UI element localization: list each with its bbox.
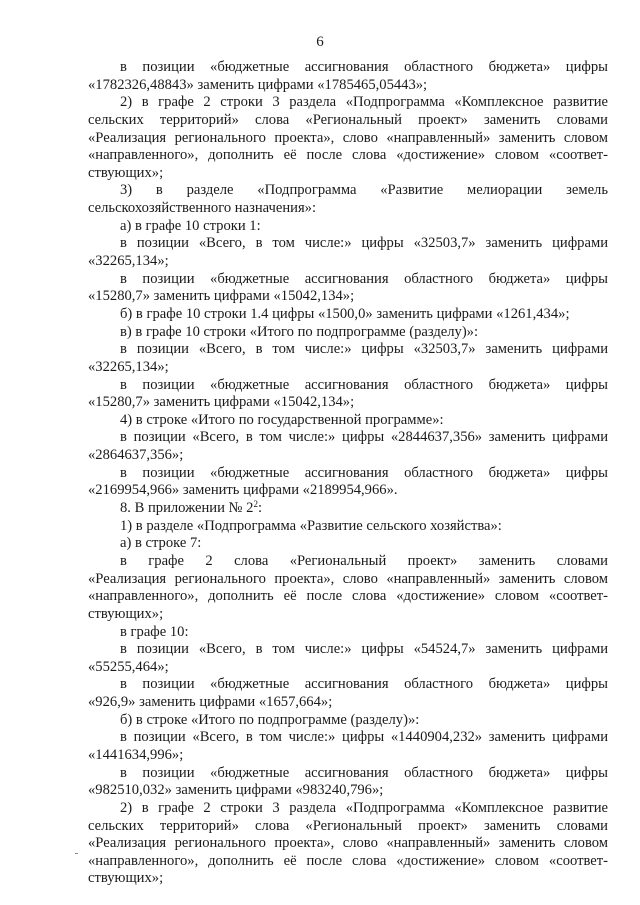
line-text: в позиции «бюджетные ассигнования областного бюджета» цифры <box>120 676 608 693</box>
line-text: сельских территорий» слова «Региональный проект» заменить словами <box>88 817 608 834</box>
document-line <box>88 676 608 694</box>
document-line <box>88 482 608 500</box>
document-line <box>88 218 608 236</box>
document-line <box>88 341 608 359</box>
document-line <box>88 835 608 853</box>
document-line <box>88 588 608 606</box>
line-text: «982510,032» заменить цифрами «983240,796»; <box>88 782 384 799</box>
line-text: 1) в разделе «Подпрограмма «Развитие сельского хозяйства»: <box>120 517 502 534</box>
document-line <box>88 253 608 271</box>
document-line <box>88 412 608 430</box>
document-line <box>88 306 608 324</box>
line-text: а) в строке 7: <box>120 535 202 552</box>
line-text: «направленного», дополнить её после слова «достижение» словом «соответ- <box>88 588 608 605</box>
document-line <box>88 694 608 712</box>
line-text: сельскохозяйственного назначения»: <box>88 200 317 217</box>
line-text: «Реализация регионального проекта», слово «направленный» заменить словом <box>88 129 608 146</box>
document-line <box>88 165 608 183</box>
line-text: 2) в графе 2 строки 3 раздела «Подпрограмма «Комплексное развитие <box>120 94 608 111</box>
line-text: в позиции «бюджетные ассигнования областного бюджета» цифры <box>120 59 608 75</box>
document-line <box>88 518 608 536</box>
line-text: «1441634,996»; <box>88 746 184 763</box>
document-line <box>88 447 608 465</box>
document-line <box>88 94 608 112</box>
line-text: в позиции «бюджетные ассигнования областного бюджета» цифры <box>120 464 608 481</box>
line-text: «55255,464»; <box>88 658 169 675</box>
line-text: в позиции «Всего, в том числе:» цифры «1440904,232» заменить цифрами <box>120 729 608 746</box>
document-line <box>88 394 608 412</box>
line-text: в графе 10: <box>120 623 189 640</box>
line-text: в позиции «бюджетные ассигнования областного бюджета» цифры <box>120 764 608 781</box>
line-text: в позиции «Всего, в том числе:» цифры «2844637,356» заменить цифрами <box>120 429 608 446</box>
line-text: ствующих»; <box>88 605 164 622</box>
document-line <box>88 271 608 289</box>
line-text: «2864637,356»; <box>88 447 184 464</box>
document-line <box>88 712 608 730</box>
line-text: б) в графе 10 строки 1.4 цифры «1500,0» заменить цифрами «1261,434»; <box>120 305 570 322</box>
line-text: в позиции «бюджетные ассигнования областного бюджета» цифры <box>120 376 608 393</box>
line-text: сельских территорий» слова «Региональный проект» заменить словами <box>88 111 608 128</box>
line-text: в позиции «Всего, в том числе:» цифры «32503,7» заменить цифрами <box>120 235 608 252</box>
line-text: в графе 2 слова «Региональный проект» заменить словами <box>120 552 608 569</box>
document-line <box>88 818 608 836</box>
document-line <box>88 571 608 589</box>
line-text: а) в графе 10 строки 1: <box>120 217 261 234</box>
document-line <box>88 606 608 624</box>
line-text: «15280,7» заменить цифрами «15042,134»; <box>88 394 355 411</box>
document-line <box>88 870 608 888</box>
line-text: «Реализация регионального проекта», слово «направленный» заменить словом <box>88 835 608 852</box>
line-text: «15280,7» заменить цифрами «15042,134»; <box>88 288 355 305</box>
document-line <box>88 288 608 306</box>
line-text: ствующих»; <box>88 870 164 887</box>
line-text: 4) в строке «Итого по государственной программе»: <box>120 411 444 428</box>
line-text: «направленного», дополнить её после слова «достижение» словом «соответ- <box>88 852 608 869</box>
line-text: «926,9» заменить цифрами «1657,664»; <box>88 694 333 711</box>
line-text: «1782326,48843» заменить цифрами «1785465,05443»; <box>88 76 428 93</box>
line-text: б) в строке «Итого по подпрограмме (разделу)»: <box>120 711 420 728</box>
line-text: 2) в графе 2 строки 3 раздела «Подпрограмма «Комплексное развитие <box>120 799 608 816</box>
line-text: «32265,134»; <box>88 253 169 270</box>
line-text: в позиции «бюджетные ассигнования областного бюджета» цифры <box>120 270 608 287</box>
document-line <box>88 235 608 253</box>
document-line <box>88 147 608 165</box>
document-line <box>88 729 608 747</box>
document-line <box>88 782 608 800</box>
document-line <box>88 182 608 200</box>
document-line <box>88 500 608 518</box>
line-text: «Реализация регионального проекта», слово «направленный» заменить словом <box>88 570 608 587</box>
document-line <box>88 535 608 553</box>
document-line <box>88 747 608 765</box>
scan-speck <box>75 853 78 854</box>
document-line <box>88 659 608 677</box>
document-line <box>88 553 608 571</box>
document-line <box>88 800 608 818</box>
line-text: «направленного», дополнить её после слова «достижение» словом «соответ- <box>88 147 608 164</box>
line-tail: : <box>257 500 262 517</box>
line-text: 3) в разделе «Подпрограмма «Развитие мелиорации земель <box>120 182 608 199</box>
line-text: 8. В приложении № 2 <box>120 500 254 517</box>
page-number: 6 <box>316 34 324 50</box>
document-line <box>88 59 608 77</box>
line-text: в позиции «Всего, в том числе:» цифры «32503,7» заменить цифрами <box>120 341 608 358</box>
line-text: «2169954,966» заменить цифрами «2189954,966». <box>88 482 398 499</box>
document-line <box>88 429 608 447</box>
document-line <box>88 324 608 342</box>
document-line <box>88 77 608 95</box>
document-line <box>88 853 608 871</box>
document-line <box>88 624 608 642</box>
document-line <box>88 765 608 783</box>
superscript: 2 <box>253 499 258 510</box>
line-text: «32265,134»; <box>88 358 169 375</box>
document-line <box>88 641 608 659</box>
line-text: в позиции «Всего, в том числе:» цифры «54524,7» заменить цифрами <box>120 641 608 658</box>
document-body <box>88 59 608 888</box>
document-line <box>88 200 608 218</box>
document-line <box>88 465 608 483</box>
document-line <box>88 130 608 148</box>
line-text: в) в графе 10 строки «Итого по подпрограмме (разделу)»: <box>120 323 479 340</box>
line-text: ствующих»; <box>88 164 164 181</box>
document-line <box>88 112 608 130</box>
document-line <box>88 377 608 395</box>
document-line <box>88 359 608 377</box>
